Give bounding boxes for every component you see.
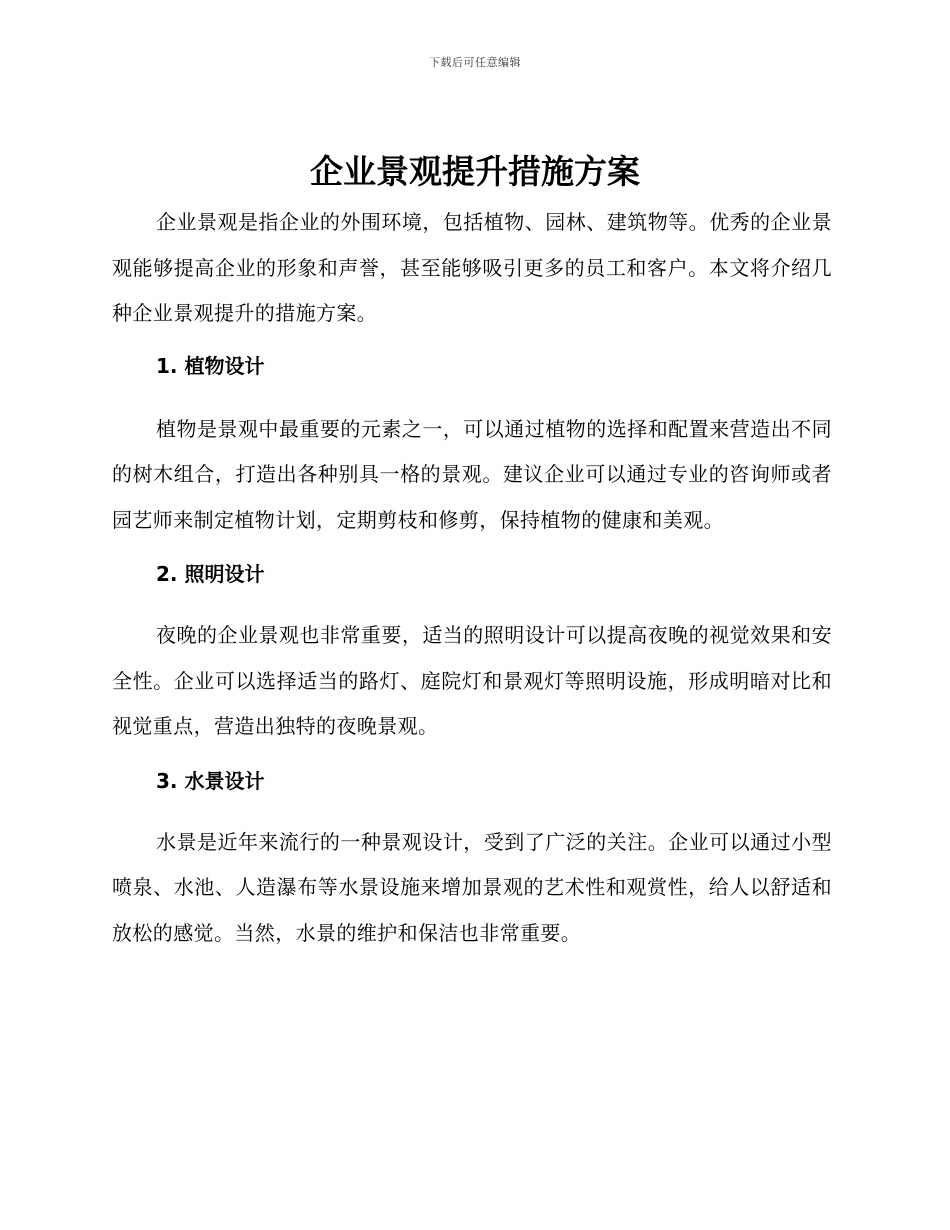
section-body-lighting-design: 夜晚的企业景观也非常重要，适当的照明设计可以提高夜晚的视觉效果和安全性。企业可以选择适当的路灯、庭院灯和景观灯等照明设施，形成明暗对比和视觉重点，营造出独特的夜晚景观。 <box>112 623 832 738</box>
section-heading-lighting-design: 2. 照明设计 <box>156 562 265 586</box>
section-body-water-design: 水景是近年来流行的一种景观设计，受到了广泛的关注。企业可以通过小型喷泉、水池、人造瀑布等水景设施来增加景观的艺术性和观赏性，给人以舒适和放松的感觉。当然，水景的维护和保洁也非常重要。 <box>112 829 832 945</box>
header-note: 下载后可任意编辑 <box>429 56 521 69</box>
intro-paragraph: 企业景观是指企业的外围环境，包括植物、园林、建筑物等。优秀的企业景观能够提高企业的形象和声誉，甚至能够吸引更多的员工和客户。本文将介绍几种企业景观提升的措施方案。 <box>112 210 832 325</box>
section-body-plant-design: 植物是景观中最重要的元素之一，可以通过植物的选择和配置来营造出不同的树木组合，打造出各种别具一格的景观。建议企业可以通过专业的咨询师或者园艺师来制定植物计划，定期剪枝和修剪，保持植物的健康和美观。 <box>112 416 832 532</box>
document-body <box>112 200 832 956</box>
section-heading-water-design: 3. 水景设计 <box>156 768 265 793</box>
section-heading-plant-design: 1. 植物设计 <box>156 353 265 378</box>
document-title: 企业景观提升措施方案 <box>310 152 640 191</box>
